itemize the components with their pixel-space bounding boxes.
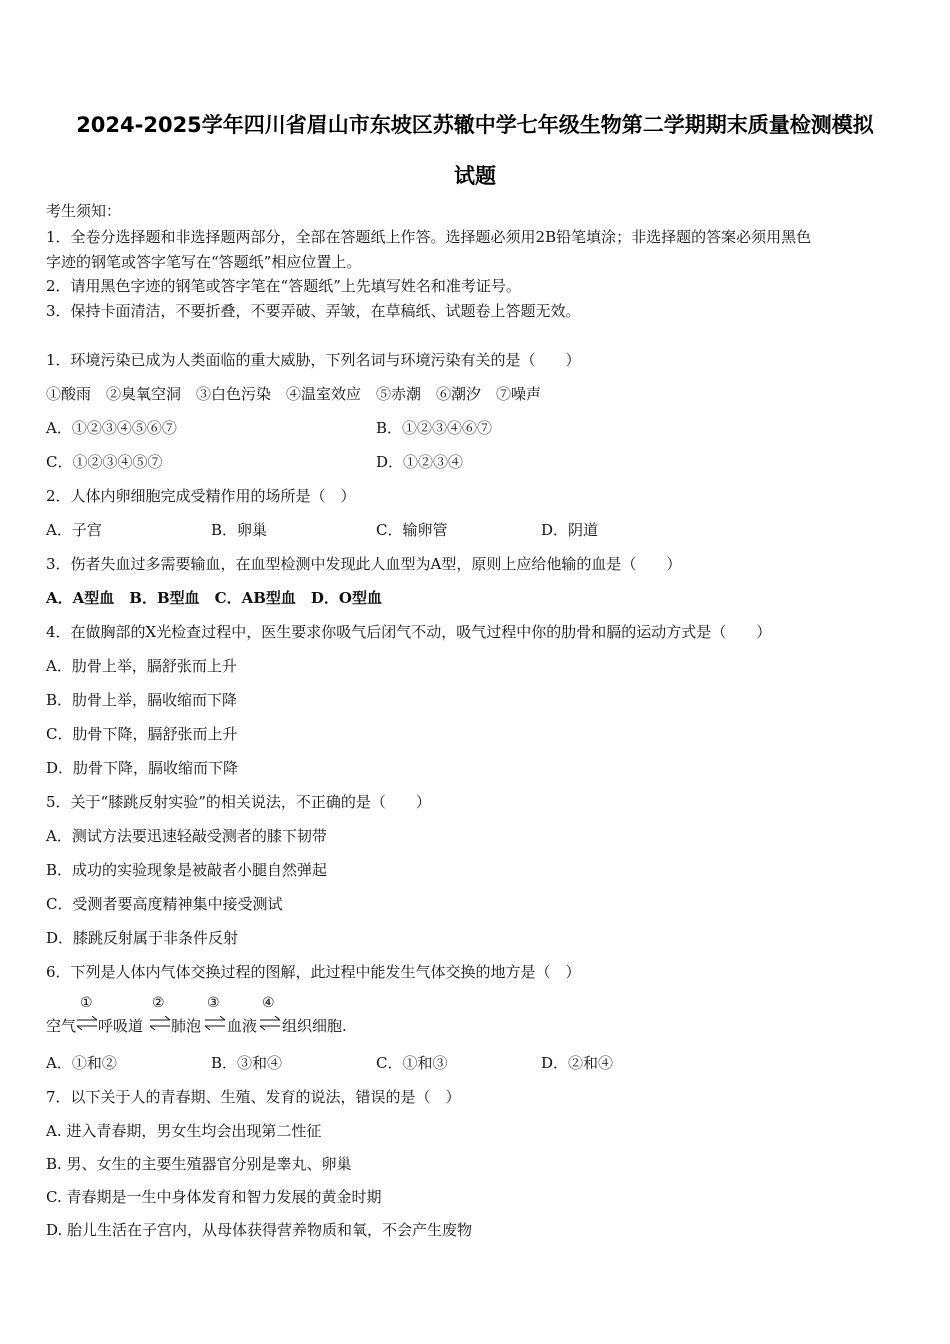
question-4-stem: 4．在做胸部的X光检查过程中，医生要求你吸气后闭气不动，吸气过程中你的肋骨和膈的运动方式是（ ） xyxy=(46,623,772,641)
double-arrow-icon xyxy=(150,1016,170,1030)
question-4-option-c: C．肋骨下降，膈舒张而上升 xyxy=(46,725,238,743)
chain-node-tissue-cells: 组织细胞. xyxy=(282,1017,347,1035)
notice-item: 2．请用黑色字迹的钢笔或答字笔在“答题纸”上先填写姓名和准考证号。 xyxy=(46,277,521,295)
notice-item: 字迹的钢笔或答字笔写在“答题纸”相应位置上。 xyxy=(46,253,362,271)
question-7-option-c: C. 青春期是一生中身体发育和智力发展的黄金时期 xyxy=(46,1188,382,1206)
question-2-option-d: D．阴道 xyxy=(541,521,599,539)
question-6-option-c: C．①和③ xyxy=(376,1054,448,1072)
gas-exchange-diagram xyxy=(46,995,446,1039)
double-arrow-icon xyxy=(205,1016,225,1030)
question-4-option-a: A．肋骨上举，膈舒张而上升 xyxy=(46,657,237,675)
chain-label-2: ② xyxy=(152,995,165,1011)
double-arrow-icon xyxy=(260,1016,280,1030)
exam-title-line2: 试题 xyxy=(454,164,496,188)
question-6-option-d: D．②和④ xyxy=(541,1054,614,1072)
chain-node-blood: 血液 xyxy=(227,1017,258,1035)
question-5-stem: 5．关于“膝跳反射实验”的相关说法，不正确的是（ ） xyxy=(46,793,431,811)
question-2-option-c: C．输卵管 xyxy=(376,521,448,539)
question-1-option-b: B．①②③④⑥⑦ xyxy=(376,419,493,437)
notice-heading: 考生须知： xyxy=(46,202,122,220)
exam-title-line1: 2024-2025学年四川省眉山市东坡区苏辙中学七年级生物第二学期期末质量检测模拟 xyxy=(76,113,874,137)
chain-node-air: 空气 xyxy=(46,1017,77,1035)
double-arrow-icon xyxy=(77,1016,97,1030)
question-1-option-a: A．①②③④⑤⑥⑦ xyxy=(46,419,177,437)
chain-node-airway: 呼吸道 xyxy=(98,1017,144,1035)
question-6-option-b: B．③和④ xyxy=(211,1054,283,1072)
question-6-option-a: A．①和② xyxy=(46,1054,117,1072)
question-1-option-d: D．①②③④ xyxy=(376,453,464,471)
chain-label-3: ③ xyxy=(207,995,220,1011)
question-5-option-c: C．受测者要高度精神集中接受测试 xyxy=(46,895,283,913)
question-1-list: ①酸雨 ②臭氧空洞 ③白色污染 ④温室效应 ⑤赤潮 ⑥潮汐 ⑦噪声 xyxy=(46,385,542,403)
question-2-stem: 2．人体内卵细胞完成受精作用的场所是（ ） xyxy=(46,487,356,505)
chain-label-1: ① xyxy=(80,995,93,1011)
question-4-option-b: B．肋骨上举，膈收缩而下降 xyxy=(46,691,238,709)
question-5-option-d: D．膝跳反射属于非条件反射 xyxy=(46,929,239,947)
question-7-option-b: B. 男、女生的主要生殖器官分别是睾丸、卵巢 xyxy=(46,1155,352,1173)
chain-label-4: ④ xyxy=(262,995,275,1011)
question-6-stem: 6．下列是人体内气体交换过程的图解，此过程中能发生气体交换的地方是（ ） xyxy=(46,963,581,981)
question-5-option-b: B．成功的实验现象是被敲者小腿自然弹起 xyxy=(46,861,328,879)
question-1-option-c: C．①②③④⑤⑦ xyxy=(46,453,163,471)
chain-node-alveoli: 肺泡 xyxy=(171,1017,202,1035)
question-4-option-d: D．肋骨下降，膈收缩而下降 xyxy=(46,759,239,777)
question-5-option-a: A．测试方法要迅速轻敲受测者的膝下韧带 xyxy=(46,827,327,845)
question-1-stem: 1．环境污染已成为人类面临的重大威胁，下列名词与环境污染有关的是（ ） xyxy=(46,351,581,369)
question-2-option-a: A．子宫 xyxy=(46,521,102,539)
question-2-option-b: B．卵巢 xyxy=(211,521,268,539)
question-7-option-a: A. 进入青春期，男女生均会出现第二性征 xyxy=(46,1122,322,1140)
question-7-stem: 7．以下关于人的青春期、生殖、发育的说法，错误的是（ ） xyxy=(46,1088,461,1106)
notice-item: 3．保持卡面清洁，不要折叠，不要弄破、弄皱，在草稿纸、试题卷上答题无效。 xyxy=(46,302,581,320)
question-3-options: A．A型血 B．B型血 C．AB型血 D．O型血 xyxy=(46,589,382,607)
question-7-option-d: D. 胎儿生活在子宫内，从母体获得营养物质和氧，不会产生废物 xyxy=(46,1221,473,1239)
notice-item: 1．全卷分选择题和非选择题两部分，全部在答题纸上作答。选择题必须用2B铅笔填涂；非选择题的答案必须用黑色 xyxy=(46,228,812,246)
question-3-stem: 3．伤者失血过多需要输血，在血型检测中发现此人血型为A型，原则上应给他输的血是（ ） xyxy=(46,555,682,573)
